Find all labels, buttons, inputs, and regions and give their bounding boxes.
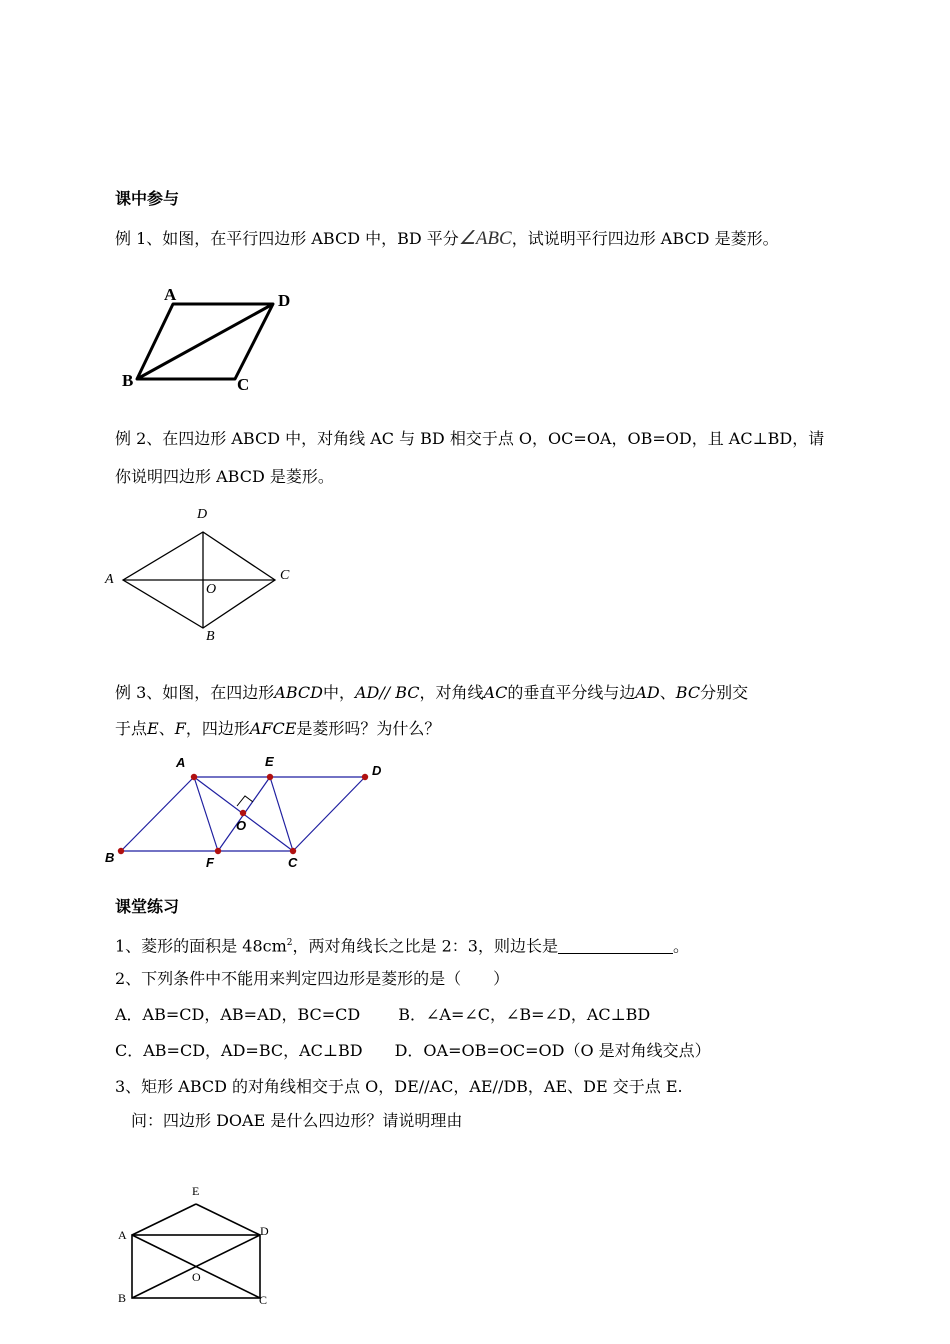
label-f: F (206, 855, 214, 870)
question-1 (115, 932, 689, 957)
label-b: B (118, 1291, 127, 1305)
label-e: E (192, 1184, 200, 1198)
point-a (191, 774, 197, 780)
example-3-line-1 (115, 682, 748, 704)
label-c: C (259, 1293, 268, 1307)
label-o: O (192, 1270, 201, 1284)
ex3-text: 分别交 (700, 683, 749, 702)
label-a: A (164, 285, 177, 304)
ex3-text: 于点 (115, 719, 148, 738)
q1-text: ，两对角线长之比是 2：3，则边长是 (292, 936, 558, 956)
point-d (362, 774, 368, 780)
example-2-line-2: 你说明四边形 ABCD 是菱形。 (115, 467, 334, 486)
ex3-var: AD (635, 683, 660, 702)
example-1-text-a: 例 1、如图，在平行四边形 ABCD 中，BD 平分 (115, 229, 459, 248)
figure-quadrilateral-afce (100, 752, 400, 872)
ex3-var: AFCE (249, 719, 297, 738)
label-o: O (236, 818, 247, 833)
section-heading-practice: 课堂练习 (115, 897, 180, 916)
figure-parallelogram-abcd (115, 282, 315, 392)
ex3-var: AC (483, 683, 508, 702)
question-3-line-1: 3、矩形 ABCD 的对角线相交于点 O，DE//AC，AE//DB，AE、DE 交于点 E. (115, 1077, 683, 1096)
angle-abc: ∠ABC (458, 228, 512, 249)
ex3-text: ，对角线 (419, 683, 484, 702)
label-b: B (122, 371, 134, 390)
label-c: C (237, 375, 250, 394)
label-c: C (280, 568, 290, 583)
label-c: C (288, 855, 298, 870)
point-o (240, 810, 246, 816)
label-a: A (105, 572, 114, 587)
ex3-var: E (147, 719, 159, 738)
segment-ae (132, 1204, 196, 1235)
ex3-var: AD// BC (354, 683, 420, 702)
question-3-line-2: 问：四边形 DOAE 是什么四边形？请说明理由 (131, 1111, 463, 1130)
segment-ec (270, 777, 293, 851)
point-f (215, 848, 221, 854)
figure-rhombus-abcd (100, 502, 310, 642)
label-e: E (265, 754, 274, 769)
label-a: A (118, 1228, 127, 1242)
example-2-line-1: 例 2、在四边形 ABCD 中，对角线 AC 与 BD 相交于点 O，OC=OA，OB=OD，且 AC⊥BD，请 (115, 429, 825, 448)
q1-superscript: 2 (286, 938, 293, 948)
section-heading-in-class: 课中参与 (115, 189, 180, 208)
label-d: D (197, 507, 208, 522)
example-1-text (115, 228, 779, 250)
ex3-text: 中， (322, 683, 355, 702)
segment-de (196, 1204, 260, 1235)
label-d: D (260, 1224, 269, 1238)
option-c: C．AB=CD，AD=BC，AC⊥BD (115, 1041, 363, 1060)
question-2-options-cd (115, 1040, 711, 1062)
question-2-stem: 2、下列条件中不能用来判定四边形是菱形的是（ ） (115, 969, 510, 988)
ex3-text: 、 (158, 719, 175, 738)
option-d: D．OA=OB=OC=OD（O 是对角线交点） (394, 1041, 711, 1060)
ex3-text: 的垂直平分线与边 (507, 683, 636, 702)
ex3-text: 、 (659, 683, 676, 702)
answer-blank[interactable] (558, 937, 673, 954)
segment-ab (121, 777, 194, 851)
point-e (267, 774, 273, 780)
option-b: B．∠A=∠C，∠B=∠D，AC⊥BD (398, 1005, 651, 1024)
q1-text: 1、菱形的面积是 48cm (115, 936, 287, 956)
example-1-text-b: ，试说明平行四边形 ABCD 是菱形。 (511, 229, 779, 248)
label-d: D (278, 291, 291, 310)
label-o: O (206, 582, 217, 597)
option-a: A．AB=CD，AB=AD，BC=CD (115, 1005, 361, 1024)
segment-af (194, 777, 218, 851)
segment-dc (293, 777, 365, 851)
label-d: D (372, 763, 382, 778)
label-b: B (206, 629, 215, 644)
label-a: A (176, 755, 186, 770)
ex3-var: ABCD (274, 683, 323, 702)
figure-rectangle-abcd-with-e (112, 1180, 292, 1310)
point-c (290, 848, 296, 854)
point-b (118, 848, 124, 854)
q1-text: 。 (672, 936, 689, 956)
ex3-text: ，四边形 (185, 719, 250, 738)
label-b: B (105, 850, 115, 865)
ex3-text: 例 3、如图，在四边形 (115, 683, 275, 702)
ex3-var: BC (675, 683, 701, 702)
ex3-text: 是菱形吗？为什么？ (296, 719, 441, 738)
question-2-options-ab (115, 1004, 650, 1026)
ex3-var: F (174, 719, 186, 738)
example-3-line-2 (115, 718, 440, 740)
